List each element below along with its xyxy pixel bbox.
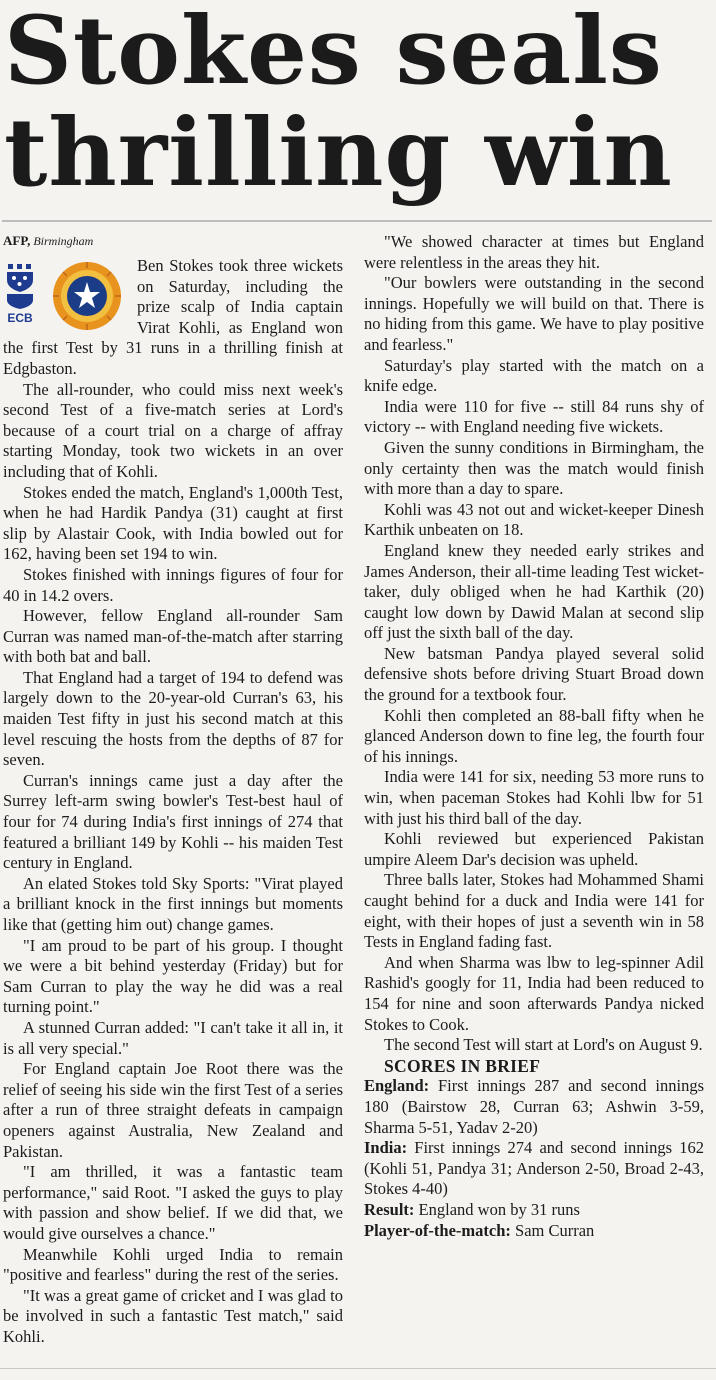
score-india-label: India:	[364, 1138, 408, 1158]
headline-line-2: thrilling win	[4, 98, 673, 208]
article-column-left	[3, 232, 343, 1347]
paragraph: Stokes finished with innings figures of four for 40 in 14.2 overs.	[3, 564, 343, 605]
paragraph: "We showed character at times but England were relentless in the areas they hit.	[364, 232, 704, 272]
potm-label: Player-of-the-match:	[364, 1220, 511, 1240]
headline	[4, 0, 704, 208]
paragraph: Ben Stokes took three wickets on Saturday, including the prize scalp of India captain Virat Kohli, as England won the first Test by 31 runs in a thrilling finish at Edgbaston.	[3, 256, 343, 378]
paragraph: Curran's innings came just a day after the Surrey left-arm swing bowler's Test-best haul of four for 74 during India's first innings of 274 that featured a brilliant 149 by Kohli -- his maiden Test century in England.	[3, 770, 343, 873]
byline-place: Birmingham	[33, 234, 94, 248]
paragraph: Three balls later, Stokes had Mohammed Shami caught behind for a duck and India were 141 for eight, with their hopes of just a seventh win in 58 Tests in England fading fast.	[364, 870, 704, 952]
paragraph: Kohli then completed an 88-ball fifty when he glanced Anderson down to fine leg, the fourth four of his innings.	[364, 705, 704, 766]
ecb-logo-icon	[5, 262, 35, 326]
scores-title: SCORES IN BRIEF	[384, 1055, 541, 1076]
paragraph: Kohli reviewed but experienced Pakistan umpire Aleem Dar's decision was upheld.	[364, 829, 704, 869]
score-england-label: England:	[364, 1076, 430, 1096]
paragraph: India were 141 for six, needing 53 more runs to win, when paceman Stokes had Kohli lbw for 51 with just his third ball of the day.	[364, 767, 704, 828]
bottom-rule	[0, 1368, 716, 1369]
paragraph: An elated Stokes told Sky Sports: "Virat played a brilliant knock in the first innings but moments like that (getting him out) change games.	[3, 873, 343, 934]
score-england-text: First innings 287 and second innings 180 (Bairstow 28, Curran 63; Ashwin 3-59, Sharma 5-51, Yadav 2-20)	[364, 1076, 704, 1137]
paragraph: For England captain Joe Root there was the relief of seeing his side win the first Test of a series after a run of three straight defeats in campaign openers against Australia, New Zealand and Pakistan.	[3, 1059, 343, 1161]
headline-rule	[2, 220, 712, 222]
logos	[3, 258, 131, 326]
paragraph: A stunned Curran added: "I can't take it all in, it is all very special."	[3, 1017, 343, 1058]
ecb-logo-text: ECB	[7, 311, 33, 325]
paragraph: India were 110 for five -- still 84 runs shy of victory -- with England needing five wickets.	[364, 396, 704, 437]
paragraph: Meanwhile Kohli urged India to remain "positive and fearless" during the rest of the series.	[3, 1244, 343, 1285]
paragraph: Saturday's play started with the match on a knife edge.	[364, 355, 704, 396]
bcci-logo-icon	[51, 260, 123, 332]
paragraph: However, fellow England all-rounder Sam Curran was named man-of-the-match after starring with both bat and ball.	[3, 606, 343, 667]
score-result	[364, 1200, 704, 1221]
paragraph: England knew they needed early strikes and James Anderson, their all-time leading Test wicket-taker, duly obliged when he had Karthik (20) caught low down by Dawid Malan at second slip off just the sixth ball of the day.	[364, 540, 704, 643]
score-result-text: England won by 31 runs	[414, 1199, 580, 1219]
headline-line-1: Stokes seals	[4, 0, 663, 106]
paragraph: The second Test will start at Lord's on August 9.	[384, 1035, 703, 1055]
paragraph: Given the sunny conditions in Birmingham, the only certainty then was the match would finish with more than a day to spare.	[364, 437, 704, 499]
paragraph: The all-rounder, who could miss next week's second Test of a five-match series at Lord's because of a court trial on a charge of affray starting Monday, took two wickets in an over including that of Kohli.	[3, 379, 343, 481]
paragraph: "I am thrilled, it was a fantastic team performance," said Root. "I asked the guys to play with passion and show belief. If we did that, we would give ourselves a chance."	[3, 1162, 343, 1243]
paragraph: New batsman Pandya played several solid defensive shots before driving Stuart Broad down the ground for a textbook four.	[364, 643, 704, 705]
paragraph: "It was a great game of cricket and I was glad to be involved in such a fantastic Test match," said Kohli.	[3, 1285, 343, 1346]
paragraph: That England had a target of 194 to defend was largely down to the 20-year-old Curran's 63, his maiden Test fifty in just his second match at this level rescuing the hosts from the depths of 87 for seven.	[3, 667, 343, 770]
article-column-right	[364, 232, 704, 1241]
byline	[3, 232, 343, 250]
potm-text: Sam Curran	[510, 1220, 595, 1240]
paragraph: Stokes ended the match, England's 1,000th Test, when he had Hardik Pandya (31) caught at first slip by Alastair Cook, with India bowled out for 162, having been set 194 to win.	[3, 482, 343, 564]
score-india-text: First innings 274 and second innings 162 (Kohli 51, Pandya 31; Anderson 2-50, Broad 2-43, Stokes 4-40)	[364, 1138, 704, 1199]
score-result-label: Result:	[364, 1199, 415, 1219]
paragraph: Kohli was 43 not out and wicket-keeper Dinesh Karthik unbeaten on 18.	[364, 499, 704, 540]
byline-agency: AFP,	[3, 233, 31, 248]
player-of-the-match	[364, 1221, 704, 1242]
paragraph: "Our bowlers were outstanding in the second innings. Hopefully we will build on that. There is no hiding from this game. We have to play positive and fearless."	[364, 273, 704, 354]
score-india	[364, 1138, 704, 1200]
paragraph: "I am proud to be part of his group. I thought we were a bit behind yesterday (Friday) but for Sam Curran to play the way he did was a real turning point."	[3, 935, 343, 1017]
score-england	[364, 1076, 704, 1138]
paragraph: And when Sharma was lbw to leg-spinner Adil Rashid's googly for 11, India had been reduced to 154 for nine and soon afterwards Pandya nicked Stokes to Cook.	[364, 952, 704, 1034]
